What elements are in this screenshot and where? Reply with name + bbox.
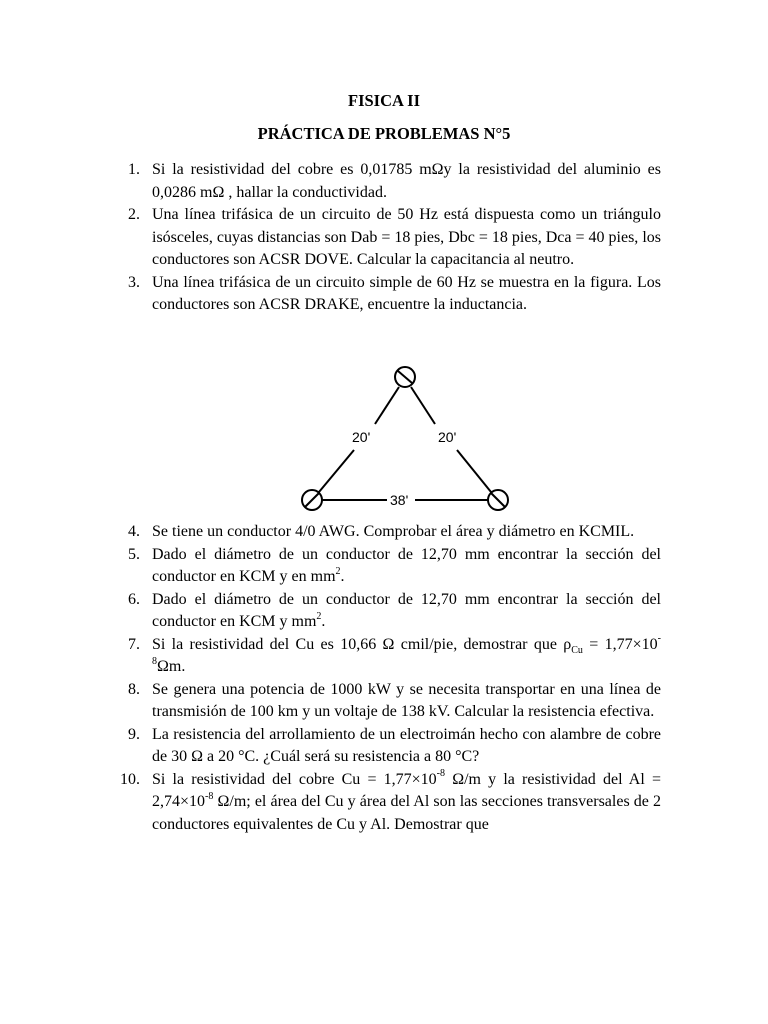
problem-7: [120, 634, 661, 679]
problem-2: [120, 204, 661, 272]
course-title: FISICA II: [348, 91, 420, 110]
problem-text-end: Ω/m; el área del Cu y área del Al son las secciones transversales de 2 conductores equivalentes de Cu y Al. Demostrar que: [152, 793, 661, 833]
subscript: Cu: [571, 644, 583, 656]
problem-1: [120, 159, 661, 204]
superscript: 2: [316, 610, 322, 622]
problem-text-mid: Ω/m y la resistividad del Al = 2,74×10: [152, 770, 662, 810]
problem-8: [120, 679, 661, 724]
problem-number: 4.: [128, 523, 140, 540]
problem-text-end: .: [321, 613, 326, 630]
problem-list-bottom: [120, 521, 661, 836]
side-right-upper: [411, 387, 435, 424]
problem-3: [120, 272, 661, 317]
practice-title: PRÁCTICA DE PROBLEMAS N°5: [257, 124, 511, 143]
problem-text: Si la resistividad del cobre Cu = 1,77×10: [152, 770, 437, 788]
superscript: -8: [436, 768, 446, 780]
problem-text: Si la resistividad del Cu es 10,66 Ω cmil/pie, demostrar que: [152, 635, 564, 653]
label-right-side: 20': [438, 429, 457, 445]
problem-6: [120, 589, 661, 634]
problem-number: 2.: [128, 206, 140, 223]
problem-text-end: Ωm.: [157, 658, 186, 675]
problem-text: Dado el diámetro de un conductor de 12,70 mm encontrar la sección del conductor en KCM y mm: [152, 590, 661, 630]
problem-5: [120, 544, 661, 589]
side-left-lower: [319, 450, 354, 492]
problem-number: 1.: [128, 161, 140, 178]
superscript: -8: [205, 790, 214, 802]
superscript: -8: [152, 633, 661, 667]
label-base: 38': [390, 492, 409, 508]
side-right-lower: [457, 450, 491, 492]
problem-text: Dado el diámetro de un conductor de 12,70 mm encontrar la sección del conductor en KCM y en mm: [152, 545, 661, 585]
problem-number: 10.: [120, 770, 140, 788]
superscript: 2: [335, 565, 341, 577]
problem-text: Se genera una potencia de 1000 kW y se necesita transportar en una línea de transmisión de 100 km y un voltaje de 138 kV. Calcular la resistencia efectiva.: [152, 680, 661, 720]
problem-number: 7.: [128, 635, 140, 653]
problem-text-end: .: [340, 568, 345, 585]
problem-number: 8.: [128, 680, 140, 698]
problem-number: 3.: [128, 273, 140, 291]
problem-number: 9.: [128, 725, 140, 743]
triangle-figure: [290, 362, 520, 522]
problem-4: [120, 521, 661, 544]
problem-10: [120, 769, 661, 837]
problem-text: Si la resistividad del cobre es 0,01785 mΩy la resistividad del aluminio es 0,0286 mΩ , hallar la conductividad.: [152, 161, 661, 201]
side-left-upper: [375, 387, 399, 424]
problem-list-top: [120, 159, 661, 317]
problem-number: 5.: [128, 545, 140, 563]
problem-text-mid: = 1,77×10: [582, 635, 658, 653]
problem-text: Una línea trifásica de un circuito de 50 Hz está dispuesta como un triángulo isósceles, cuyas distancias son Dab = 18 pies, Dbc = 18 pies, Dca = 40 pies, los conductores son ACSR DOVE. Calcular la capacitancia al neutro.: [152, 206, 661, 268]
problem-text: Se tiene un conductor 4/0 AWG. Comprobar el área y diámetro en KCMIL.: [152, 523, 635, 540]
label-left-side: 20': [352, 429, 371, 445]
problem-9: [120, 724, 661, 769]
problem-number: 6.: [128, 590, 140, 608]
problem-text: Una línea trifásica de un circuito simple de 60 Hz se muestra en la figura. Los conductores son ACSR DRAKE, encuentre la inductancia.: [152, 273, 661, 313]
rho-symbol: ρ: [563, 635, 572, 653]
problem-text: La resistencia del arrollamiento de un electroimán hecho con alambre de cobre de 30 Ω a 20 °C. ¿Cuál será su resistencia a 80 °C?: [152, 725, 661, 765]
